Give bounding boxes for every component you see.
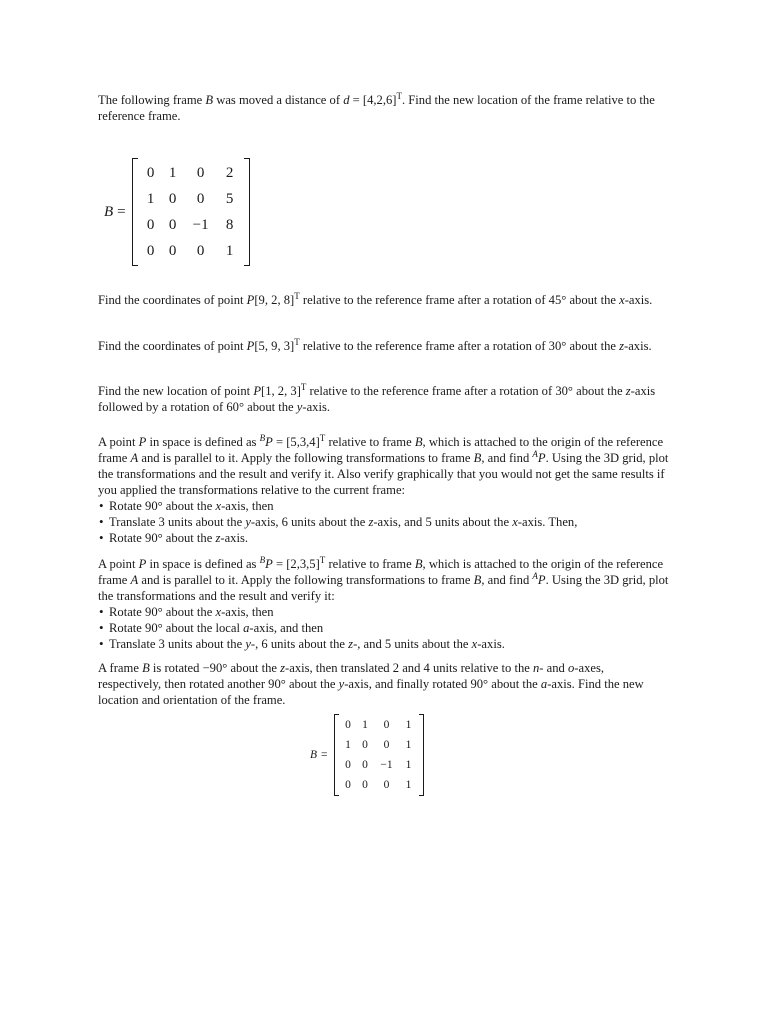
matrix-grid (132, 158, 250, 266)
matrix-cell: −1 (380, 759, 393, 771)
list-item: • Rotate 90° about the x-axis, then (98, 604, 670, 620)
matrix-b-2 (310, 714, 424, 796)
matrix-cell: 0 (362, 759, 368, 771)
list-item: • Translate 3 units about the y-axis, 6 units about the z-axis, and 5 units about the x-axis. Then, (98, 514, 670, 530)
problem-5-text: A point P in space is defined as $^BP = [5,3,4]^T$ relative to frame B, which is attached to the origin of the reference frame A and is parallel to it. Apply the following transformations to frame B, and find $^A$P. Using the 3D grid, plot the transformations and the result and verify it. Also verify graphically that you would not get the same results if you applied the transformations relative to the current frame: • Rotate 90° about the x-axis, then • Translate 3 units about the y-axis, 6 units about the z-axis, and 5 units about the x-axis. Then, • Rotate 90° about the z-axis. (98, 434, 670, 546)
matrix-cell: −1 (192, 217, 209, 233)
matrix-cell: 0 (196, 165, 205, 181)
matrix-cell: 0 (146, 217, 155, 233)
matrix-cell: 0 (196, 243, 205, 259)
matrix-cell: 0 (146, 165, 155, 181)
list-item: • Rotate 90° about the local a-axis, and then (98, 620, 670, 636)
matrix-b-1 (104, 158, 250, 266)
matrix-equals: = (117, 204, 126, 220)
matrix-cell: 0 (196, 191, 205, 207)
matrix-cell: 1 (225, 243, 234, 259)
matrix-label: B (104, 204, 114, 220)
matrix-cell: 0 (168, 243, 177, 259)
matrix-cell: 8 (225, 217, 234, 233)
problem-1-text: The following frame B was moved a distance of $d = [4,2,6]^T$. Find the new location of the frame relative to the reference frame. (98, 91, 655, 123)
matrix-cell: 0 (362, 739, 368, 751)
matrix-cell: 0 (345, 719, 351, 731)
matrix-cell: 0 (345, 779, 351, 791)
bullet-list (98, 498, 670, 546)
matrix-cell: 1 (405, 739, 412, 751)
list-item: • Rotate 90° about the z-axis. (98, 530, 670, 546)
problem-7-text: A frame B is rotated −90° about the z-axis, then translated 2 and 4 units relative to the n- and o-axes, respectively, then rotated another 90° about the y-axis, and finally rotated 90° about the a-axis. Find the new location and orientation of the frame. (98, 661, 644, 707)
matrix-cell: 0 (362, 779, 368, 791)
matrix-cell: 0 (168, 191, 177, 207)
matrix-cell: 1 (405, 779, 412, 791)
matrix-cell: 1 (362, 719, 368, 731)
matrix-cell: 0 (383, 739, 390, 751)
list-item: • Rotate 90° about the x-axis, then (98, 498, 670, 514)
problem-3-text: Find the coordinates of point P[5, 9, 3]$^T$ relative to the reference frame after a rotation of 30° about the z-axis. (98, 337, 652, 353)
matrix-cell: 0 (146, 243, 155, 259)
matrix-cell: 1 (405, 719, 412, 731)
matrix-cell: 0 (383, 779, 390, 791)
matrix-cell: 1 (146, 191, 155, 207)
matrix-cell: 0 (345, 759, 351, 771)
matrix-grid (334, 714, 424, 796)
matrix-cell: 2 (225, 165, 234, 181)
matrix-cell: 5 (225, 191, 234, 207)
matrix-cell: 1 (168, 165, 177, 181)
problem-6-text: A point P in space is defined as $^BP = [2,3,5]^T$ relative to frame B, which is attached to the origin of the reference frame A and is parallel to it. Apply the following transformations to frame B, and find $^A$P. Using the 3D grid, plot the transformations and the result and verify it: • Rotate 90° about the x-axis, then • Rotate 90° about the local a-axis, and then • Translate 3 units about the y-, 6 units about the z-, and 5 units about the x-axis. (98, 556, 670, 652)
list-item: • Translate 3 units about the y-, 6 units about the z-, and 5 units about the x-axis. (98, 636, 670, 652)
problem-2-text: Find the coordinates of point P[9, 2, 8]$^T$ relative to the reference frame after a rotation of 45° about the x-axis. (98, 291, 653, 307)
matrix-equals: = (321, 749, 328, 761)
bullet-list (98, 604, 670, 652)
matrix-cell: 1 (345, 739, 351, 751)
matrix-cell: 0 (383, 719, 390, 731)
matrix-cell: 0 (168, 217, 177, 233)
matrix-label: B (310, 749, 318, 761)
problem-4-text: Find the new location of point P[1, 2, 3]$^T$ relative to the reference frame after a rotation of 30° about the z-axis followed by a rotation of 60° about the y-axis. (98, 382, 656, 414)
matrix-cell: 1 (405, 759, 412, 771)
